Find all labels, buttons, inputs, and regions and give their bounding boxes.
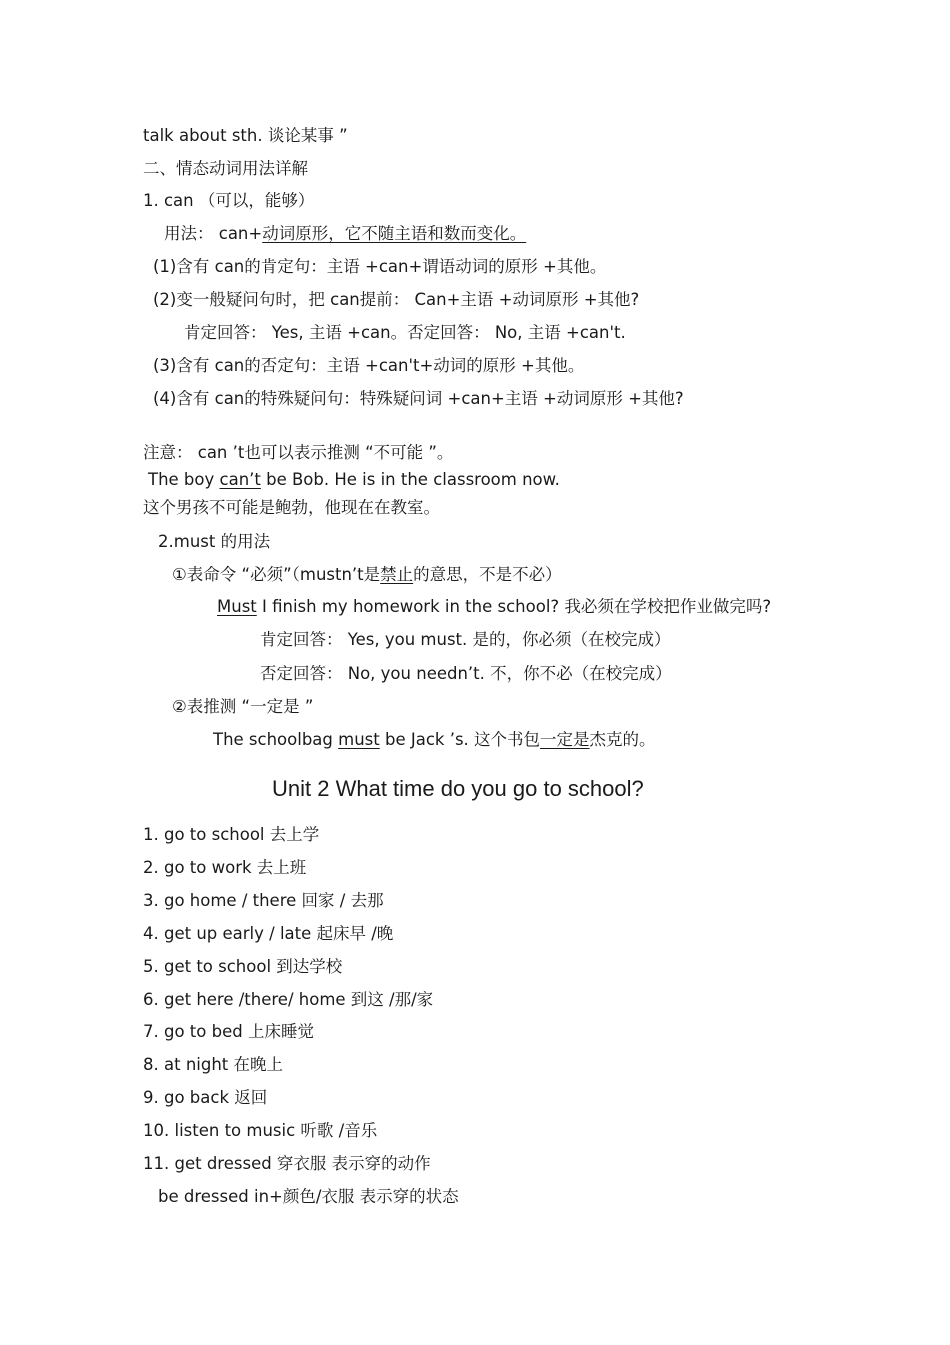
can-rule-4: (4)含有 can的特殊疑问句：特殊疑问词 +can+主语 +动词原形 +其他?: [153, 389, 684, 408]
must-example-pre: The schoolbag: [213, 730, 339, 749]
vocab-item: 7. go to bed 上床睡觉: [143, 1022, 314, 1041]
must-example-mid: be Jack ’s. 这个书包: [379, 730, 541, 749]
vocab-item: 11. get dressed 穿衣服 表示穿的动作: [143, 1154, 431, 1173]
can-example-post: be Bob. He is in the classroom now.: [260, 470, 560, 489]
can-title: 1. can （可以，能够）: [143, 191, 315, 210]
vocab-item: 3. go home / there 回家 / 去那: [143, 891, 384, 910]
can-answers: 肯定回答： Yes, 主语 +can。否定回答： No, 主语 +can't.: [184, 323, 626, 342]
must-example-underlined-2: 一定是: [540, 730, 590, 749]
can-rule-1: (1)含有 can的肯定句：主语 +can+谓语动词的原形 +其他。: [153, 257, 607, 276]
must-question-post: I finish my homework in the school? 我必须在学校把作业做完吗?: [256, 597, 772, 616]
can-usage: [164, 223, 526, 245]
vocab-item: 1. go to school 去上学: [143, 825, 320, 844]
can-example-cn: 这个男孩不可能是鲍勃，他现在在教室。: [143, 498, 440, 517]
must-question: [217, 596, 771, 618]
can-note: 注意： can ’t也可以表示推测 “不可能 ”。: [143, 443, 454, 462]
must-point-1: [172, 564, 562, 586]
must-question-underlined: Must: [217, 597, 257, 616]
unit-2-title: Unit 2 What time do you go to school?: [272, 776, 644, 801]
vocab-item: 10. listen to music 听歌 /音乐: [143, 1121, 378, 1140]
must-point-1-underlined: 禁止: [380, 565, 414, 584]
must-example-post: 杰克的。: [589, 730, 656, 749]
must-yes-answer: 肯定回答： Yes, you must. 是的，你必须（在校完成）: [260, 630, 671, 649]
can-usage-underlined: 动词原形，它不随主语和数而变化。: [262, 224, 527, 243]
can-usage-prefix: 用法： can+: [164, 224, 263, 243]
vocab-item: 8. at night 在晚上: [143, 1055, 284, 1074]
vocab-item: 6. get here /there/ home 到这 /那/家: [143, 990, 434, 1009]
talk-about-line: talk about sth. 谈论某事 ”: [143, 126, 348, 145]
vocab-item: 5. get to school 到达学校: [143, 957, 343, 976]
can-example: [148, 469, 560, 491]
must-point-1-pre: ①表命令 “必须”（mustn’t是: [172, 565, 381, 584]
must-example: [213, 729, 656, 751]
vocab-item: be dressed in+颜色/衣服 表示穿的状态: [158, 1187, 459, 1206]
must-no-answer: 否定回答： No, you needn’t. 不，你不必（在校完成）: [260, 664, 672, 683]
vocab-item: 9. go back 返回: [143, 1088, 268, 1107]
vocab-item: 4. get up early / late 起床早 /晚: [143, 924, 394, 943]
can-example-underlined: can’t: [219, 470, 261, 489]
can-example-pre: The boy: [148, 470, 220, 489]
must-point-2: ②表推测 “一定是 ”: [172, 697, 314, 716]
must-point-1-post: 的意思，不是不必）: [413, 565, 562, 584]
section-heading: 二、情态动词用法详解: [143, 159, 308, 178]
vocab-item: 2. go to work 去上班: [143, 858, 307, 877]
can-rule-2: (2)变一般疑问句时，把 can提前： Can+主语 +动词原形 +其他?: [153, 290, 640, 309]
must-title: 2.must 的用法: [158, 532, 271, 551]
must-example-underlined-1: must: [338, 730, 380, 749]
can-rule-3: (3)含有 can的否定句：主语 +can't+动词的原形 +其他。: [153, 356, 585, 375]
